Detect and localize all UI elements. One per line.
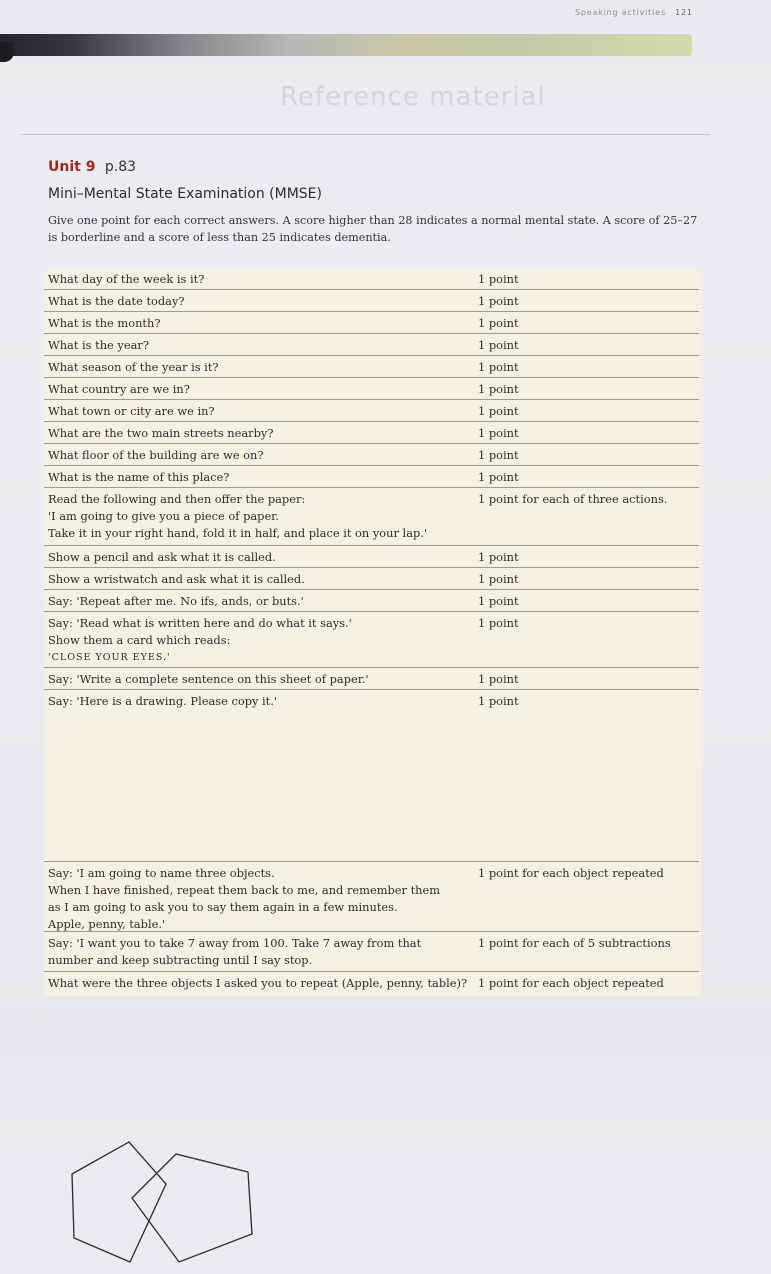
points-cell: 1 point for each object repeated bbox=[478, 866, 664, 880]
intro-paragraph: Give one point for each correct answers. A score higher than 28 indicates a normal mental state. A score of 25–27 is borderline and a score of less than 25 indicates dementia. bbox=[48, 214, 698, 244]
question-line: Say: 'Write a complete sentence on this sheet of paper.' bbox=[48, 672, 369, 686]
table-row bbox=[44, 290, 699, 312]
question-cell bbox=[48, 293, 468, 310]
table-row bbox=[44, 400, 699, 422]
points-cell: 1 point for each of three actions. bbox=[478, 492, 668, 506]
question-cell bbox=[48, 935, 468, 969]
table-row bbox=[44, 972, 699, 996]
question-line: What is the month? bbox=[48, 316, 161, 330]
table-row bbox=[44, 466, 699, 488]
ghost-heading: Reference material bbox=[280, 82, 546, 112]
question-cell bbox=[48, 571, 468, 588]
points-cell: 1 point bbox=[478, 550, 519, 564]
question-cell bbox=[48, 359, 468, 376]
points-cell: 1 point bbox=[478, 338, 519, 352]
question-cell bbox=[48, 549, 468, 566]
question-line: 'CLOSE YOUR EYES.' bbox=[48, 652, 171, 663]
question-line: Show a wristwatch and ask what it is called. bbox=[48, 572, 305, 586]
points-cell: 1 point bbox=[478, 672, 519, 686]
question-line: What floor of the building are we on? bbox=[48, 448, 264, 462]
question-line: What is the year? bbox=[48, 338, 149, 352]
question-line: number and keep subtracting until I say stop. bbox=[48, 953, 313, 967]
table-row bbox=[44, 334, 699, 356]
table-row bbox=[44, 488, 699, 546]
decorative-band bbox=[0, 34, 692, 56]
question-line: Read the following and then offer the paper: bbox=[48, 492, 306, 506]
question-cell bbox=[48, 671, 468, 688]
table-row bbox=[44, 590, 699, 612]
points-cell: 1 point bbox=[478, 616, 519, 630]
question-line: Show them a card which reads: bbox=[48, 633, 231, 647]
points-cell: 1 point for each of 5 subtractions bbox=[478, 936, 671, 950]
question-line: Say: 'Here is a drawing. Please copy it.' bbox=[48, 694, 278, 708]
points-cell: 1 point bbox=[478, 572, 519, 586]
section-title: Mini–Mental State Examination (MMSE) bbox=[48, 186, 322, 202]
points-cell: 1 point bbox=[478, 272, 519, 286]
question-cell bbox=[48, 337, 468, 354]
unit-reference bbox=[48, 159, 136, 175]
question-line: What is the date today? bbox=[48, 294, 185, 308]
table-row bbox=[44, 690, 699, 862]
table-row bbox=[44, 668, 699, 690]
table-row bbox=[44, 546, 699, 568]
question-line: What town or city are we in? bbox=[48, 404, 215, 418]
points-cell: 1 point bbox=[478, 594, 519, 608]
question-cell bbox=[48, 693, 468, 710]
unit-label: Unit 9 bbox=[48, 159, 96, 175]
question-line: Say: 'Repeat after me. No ifs, ands, or buts.' bbox=[48, 594, 304, 608]
question-line: 'I am going to give you a piece of paper. bbox=[48, 509, 279, 523]
running-head bbox=[575, 8, 693, 17]
table-row bbox=[44, 932, 699, 972]
question-line: as I am going to ask you to say them again in a few minutes. bbox=[48, 900, 398, 914]
points-cell: 1 point for each object repeated bbox=[478, 976, 664, 990]
points-cell: 1 point bbox=[478, 694, 519, 708]
question-line: Show a pencil and ask what it is called. bbox=[48, 550, 276, 564]
question-line: What are the two main streets nearby? bbox=[48, 426, 274, 440]
question-line: Say: 'Read what is written here and do what it says.' bbox=[48, 616, 352, 630]
question-cell bbox=[48, 271, 468, 288]
table-row bbox=[44, 378, 699, 400]
question-line: When I have finished, repeat them back to me, and remember them bbox=[48, 883, 441, 897]
intersecting-pentagons-drawing bbox=[44, 1134, 284, 1274]
points-cell: 1 point bbox=[478, 404, 519, 418]
question-cell bbox=[48, 491, 468, 542]
question-line: Say: 'I want you to take 7 away from 100. Take 7 away from that bbox=[48, 936, 422, 950]
table-row bbox=[44, 612, 699, 668]
mmse-table bbox=[44, 268, 701, 996]
question-line: Apple, penny, table.' bbox=[48, 917, 166, 931]
table-row bbox=[44, 422, 699, 444]
table-row bbox=[44, 268, 699, 290]
question-line: Say: 'I am going to name three objects. bbox=[48, 866, 275, 880]
table-row bbox=[44, 568, 699, 590]
question-line: What country are we in? bbox=[48, 382, 190, 396]
points-cell: 1 point bbox=[478, 316, 519, 330]
question-line: Take it in your right hand, fold it in half, and place it on your lap.' bbox=[48, 526, 428, 540]
question-cell bbox=[48, 381, 468, 398]
running-head-text: Speaking activities bbox=[575, 8, 666, 17]
question-cell bbox=[48, 469, 468, 486]
question-line: What day of the week is it? bbox=[48, 272, 205, 286]
question-cell bbox=[48, 315, 468, 332]
question-cell bbox=[48, 865, 468, 933]
question-cell bbox=[48, 615, 468, 666]
points-cell: 1 point bbox=[478, 426, 519, 440]
points-cell: 1 point bbox=[478, 448, 519, 462]
points-cell: 1 point bbox=[478, 382, 519, 396]
question-cell bbox=[48, 593, 468, 610]
question-cell bbox=[48, 447, 468, 464]
points-cell: 1 point bbox=[478, 360, 519, 374]
question-cell bbox=[48, 975, 478, 992]
question-line: What is the name of this place? bbox=[48, 470, 230, 484]
table-row bbox=[44, 356, 699, 378]
page-number: 121 bbox=[675, 8, 693, 17]
table-row bbox=[44, 444, 699, 466]
question-line: What were the three objects I asked you to repeat (Apple, penny, table)? bbox=[48, 976, 468, 990]
unit-page: p.83 bbox=[104, 159, 137, 175]
question-line: What season of the year is it? bbox=[48, 360, 219, 374]
divider bbox=[20, 134, 710, 135]
table-row bbox=[44, 312, 699, 334]
question-cell bbox=[48, 425, 468, 442]
table-row bbox=[44, 862, 699, 932]
question-cell bbox=[48, 403, 468, 420]
points-cell: 1 point bbox=[478, 294, 519, 308]
points-cell: 1 point bbox=[478, 470, 519, 484]
